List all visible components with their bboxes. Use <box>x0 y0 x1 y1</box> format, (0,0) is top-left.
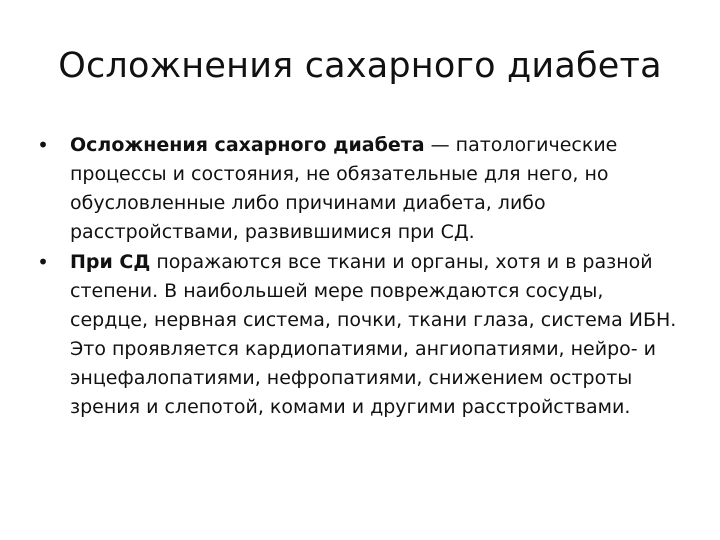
bullet-lead-text: При СД <box>70 251 151 273</box>
bullet-marker: • <box>37 250 49 274</box>
bullet-marker: • <box>37 133 49 157</box>
bullet-list <box>36 131 686 423</box>
bullet-body-text: — патологические процессы и состояния, не обязательные для него, но обусловленные либо причинами диабета, либо расстройствами, развившимися при СД. <box>70 134 618 243</box>
bullet-item <box>36 248 686 422</box>
slide-title: Осложнения сахарного диабета <box>58 46 662 86</box>
bullet-body-text: поражаются все ткани и органы, хотя и в разной степени. В наибольшей мере повреждаются сосуды, сердце, нервная система, почки, ткани глаза, система ИБН. Это проявляется кардиопатиями, ангиопатиями, нейро- и энцефалопатиями, нефропатиями, снижением остроты зрения и слепотой, комами и другими расстройствами. <box>70 251 677 418</box>
bullet-item <box>36 131 686 247</box>
bullet-lead-text: Осложнения сахарного диабета <box>70 134 425 156</box>
